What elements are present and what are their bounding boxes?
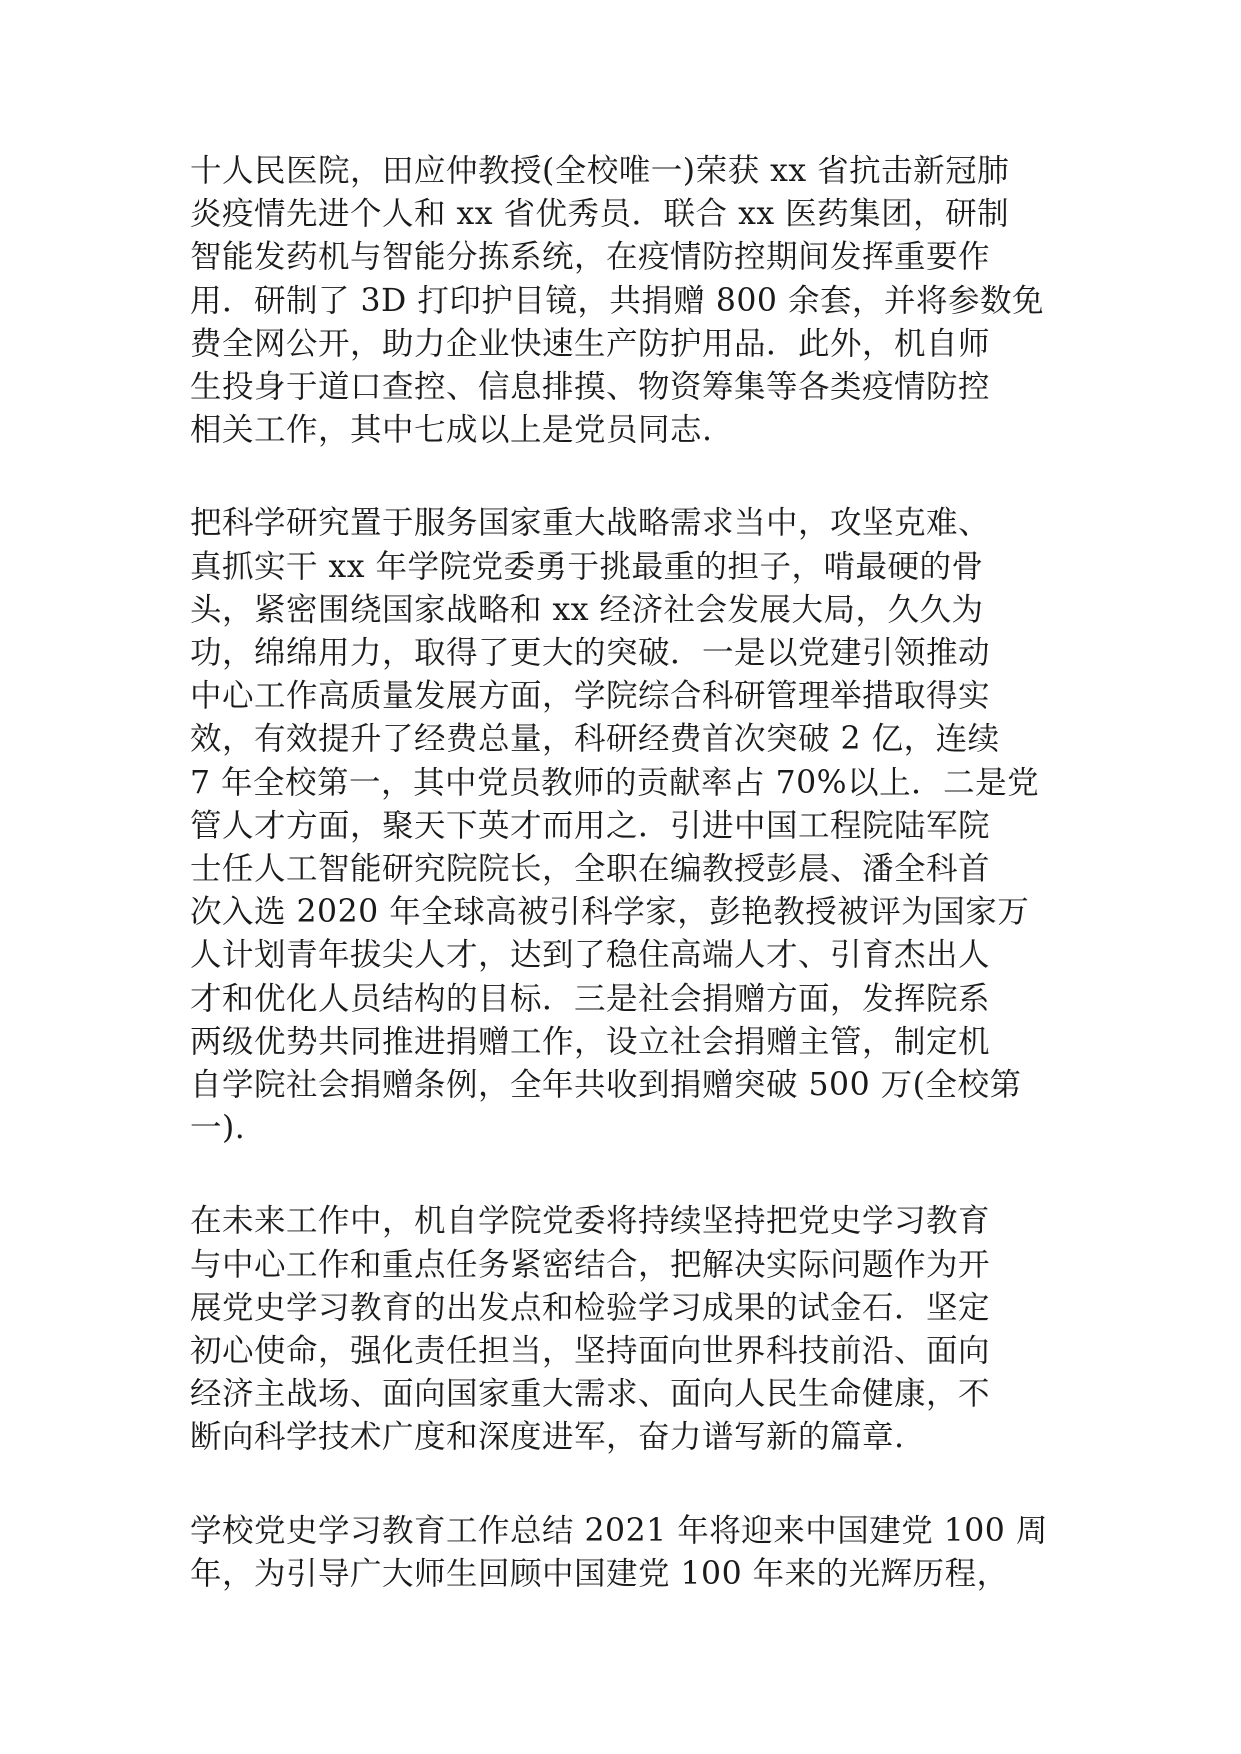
paragraph-2 xyxy=(190,502,1050,1150)
text-line: 断向科学技术广度和深度进军，奋力谱写新的篇章. xyxy=(190,1419,905,1456)
text-line: 与中心工作和重点任务紧密结合，把解决实际问题作为开 xyxy=(190,1246,991,1283)
text-line: 一). xyxy=(190,1110,246,1147)
text-line: 年，为引导广大师生回顾中国建党 100 年来的光辉历程， xyxy=(190,1555,1009,1592)
paragraph-3 xyxy=(190,1200,1050,1459)
text-line: 次入选 2020 年全球高被引科学家，彭艳教授被评为国家万 xyxy=(190,894,1030,931)
text-line: 展党史学习教育的出发点和检验学习成果的试金石．坚定 xyxy=(190,1289,991,1326)
text-line: 相关工作，其中七成以上是党员同志. xyxy=(190,412,713,449)
text-line: 中心工作高质量发展方面，学院综合科研管理举措取得实 xyxy=(190,678,991,715)
paragraph-1 xyxy=(190,150,1050,452)
text-line: 十人民医院，田应仲教授(全校唯一)荣获 xx 省抗击新冠肺 xyxy=(190,153,1010,189)
text-line: 7 年全校第一，其中党员教师的贡献率占 70%以上．二是党 xyxy=(190,764,1040,801)
text-line: 把科学研究置于服务国家重大战略需求当中，攻坚克难、 xyxy=(190,505,991,542)
text-line: 在未来工作中，机自学院党委将持续坚持把党史学习教育 xyxy=(190,1203,991,1240)
text-line: 功，绵绵用力，取得了更大的突破．一是以党建引领推动 xyxy=(190,635,991,672)
text-line: 头，紧密围绕国家战略和 xx 经济社会发展大局，久久为 xyxy=(190,591,984,628)
text-line: 才和优化人员结构的目标．三是社会捐赠方面，发挥院系 xyxy=(190,980,991,1017)
text-line: 经济主战场、面向国家重大需求、面向人民生命健康，不 xyxy=(190,1376,991,1413)
text-line: 自学院社会捐赠条例，全年共收到捐赠突破 500 万(全校第 xyxy=(190,1067,1022,1104)
text-line: 真抓实干 xx 年学院党委勇于挑最重的担子，啃最硬的骨 xyxy=(190,548,984,585)
text-line: 用．研制了 3D 打印护目镜，共捐赠 800 余套，并将参数免 xyxy=(190,282,1044,319)
text-line: 管人才方面，聚天下英才而用之．引进中国工程院陆军院 xyxy=(190,807,991,844)
text-line: 人计划青年拔尖人才，达到了稳住高端人才、引育杰出人 xyxy=(190,937,991,974)
text-line: 炎疫情先进个人和 xx 省优秀员．联合 xx 医药集团，研制 xyxy=(190,196,1010,233)
text-line: 费全网公开，助力企业快速生产防护用品．此外，机自师 xyxy=(190,325,991,362)
document-body xyxy=(190,150,1050,1646)
paragraph-4 xyxy=(190,1510,1050,1596)
text-line: 初心使命，强化责任担当，坚持面向世界科技前沿、面向 xyxy=(190,1333,991,1370)
text-line: 士任人工智能研究院院长，全职在编教授彭晨、潘全科首 xyxy=(190,851,991,888)
text-line: 两级优势共同推进捐赠工作，设立社会捐赠主管，制定机 xyxy=(190,1023,991,1060)
text-line: 效，有效提升了经费总量，科研经费首次突破 2 亿，连续 xyxy=(190,721,1000,758)
text-line: 智能发药机与智能分拣系统，在疫情防控期间发挥重要作 xyxy=(190,239,991,276)
text-line: 生投身于道口查控、信息排摸、物资筹集等各类疫情防控 xyxy=(190,369,991,406)
text-line: 学校党史学习教育工作总结 2021 年将迎来中国建党 100 周 xyxy=(190,1512,1048,1549)
